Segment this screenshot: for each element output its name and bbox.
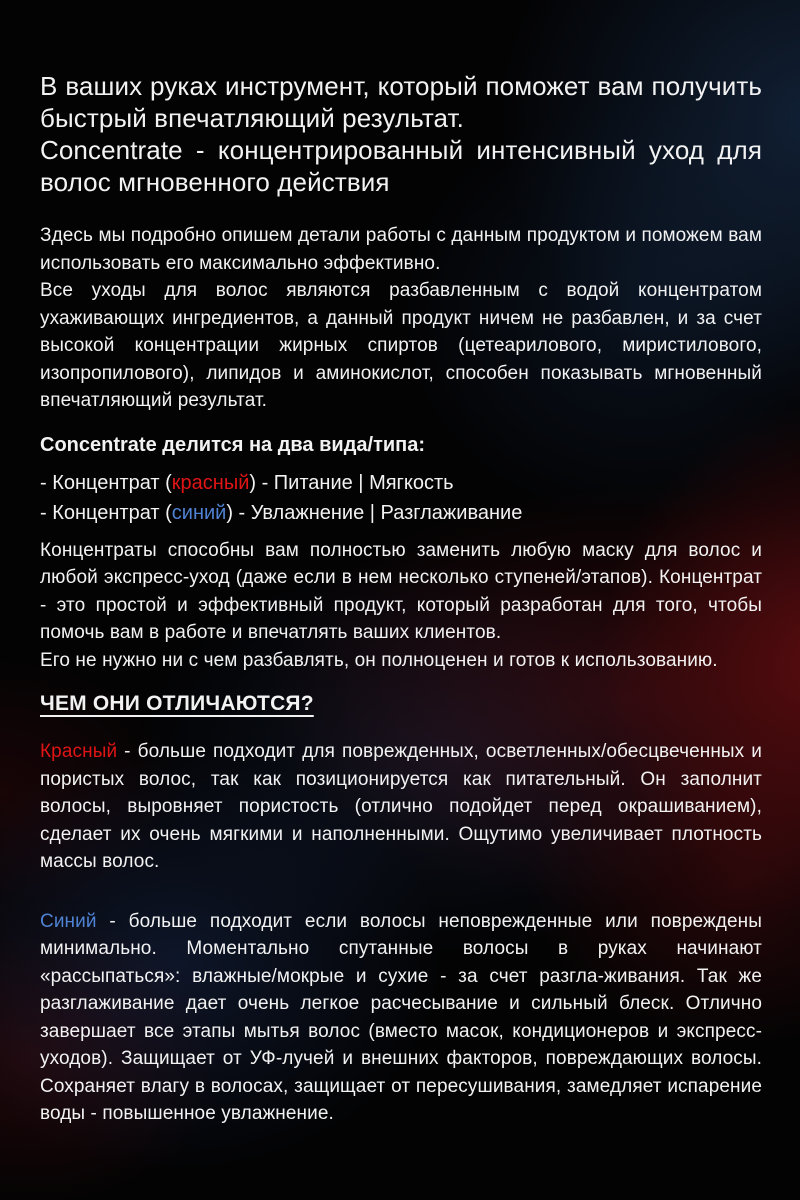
intro-heading: [40, 70, 762, 198]
types-list: [40, 468, 762, 528]
intro-paragraph-1: Здесь мы подробно опишем детали работы с данным продуктом и поможем вам использовать его максимально эффективно.: [40, 225, 762, 274]
benefits-paragraph-2: Его не нужно ни с чем разбавлять, он полноценен и готов к использованию.: [40, 649, 718, 671]
blue-description-text: - больше подходит если волосы неповрежденные или повреждены минимально. Моментально спутанные волосы в руках начинают «рассыпаться»: влажные/мокрые и сухие - за счет разгла-живания. Так же разглаживание дает очень легкое расчесывание и сильный блеск. Отлично завершает все этапы мытья волос (вместо масок, кондиционеров и экспресс-уходов). Защищает от УФ-лучей и внешних факторов, повреждающих волосы. Сохраняет влагу в волосах, защищает от пересушивания, замедляет испарение воды - повышенное увлажнение.: [40, 910, 762, 1124]
red-lead-word: Красный: [40, 741, 118, 762]
intro-paragraphs: [40, 222, 762, 415]
type-item-blue-prefix: - Концентрат (: [40, 501, 172, 524]
type-item-red: [40, 468, 762, 498]
benefits-paragraph-1: Концентраты способны вам полностью заменить любую маску для волос и любой экспресс-уход (даже если в нем несколько ступеней/этапов). Концентрат - это простой и эффективный продукт, который разработан для того, чтобы помочь вам в работе и впечатлять ваших клиентов.: [40, 539, 762, 643]
blue-description: [40, 908, 762, 1128]
types-title: Concentrate делится на два вида/типа:: [40, 433, 426, 456]
intro-paragraph-2: Все уходы для волос являются разбавленным с водой концентратом ухаживающих ингредиентов, а данный продукт ничем не разбавлен, и за счет высокой концентрации жирных спиртов (цетеарилового, миристилового, изопропилового), липидов и аминокислот, способен показывать мгновенный впечатляющий результат.: [40, 280, 762, 411]
type-item-blue-name: синий: [171, 501, 227, 524]
type-item-red-prefix: - Концентрат (: [40, 471, 172, 494]
type-item-blue-suffix: ) - Увлажнение | Разглаживание: [226, 501, 523, 524]
benefits-paragraphs: [40, 537, 762, 675]
type-item-blue: [40, 498, 762, 528]
blue-lead-word: Синий: [40, 910, 97, 932]
red-description: [40, 738, 762, 876]
red-description-text: - больше подходит для поврежденных, осветленных/обесцвеченных и пористых волос, так как позиционируется как питательный. Он заполнит волосы, выровняет пористость (отлично подойдет перед окрашиванием), сделает их очень мягкими и наполненными. Ощутимо увеличивает плотность массы волос.: [40, 741, 762, 872]
blue-description-paragraph: [40, 908, 762, 1128]
difference-heading: ЧЕМ ОНИ ОТЛИЧАЮТСЯ?: [40, 692, 314, 715]
red-description-paragraph: [40, 738, 762, 876]
heading-result-line: В ваших руках инструмент, который поможет вам получить быстрый впечатляющий результат.: [40, 71, 762, 133]
type-item-red-name: красный: [171, 471, 250, 494]
type-item-red-suffix: ) - Питание | Мягкость: [249, 471, 454, 494]
heading-product-line: Concentrate - концентрированный интенсивный уход для волос мгновенного действия: [40, 135, 762, 197]
